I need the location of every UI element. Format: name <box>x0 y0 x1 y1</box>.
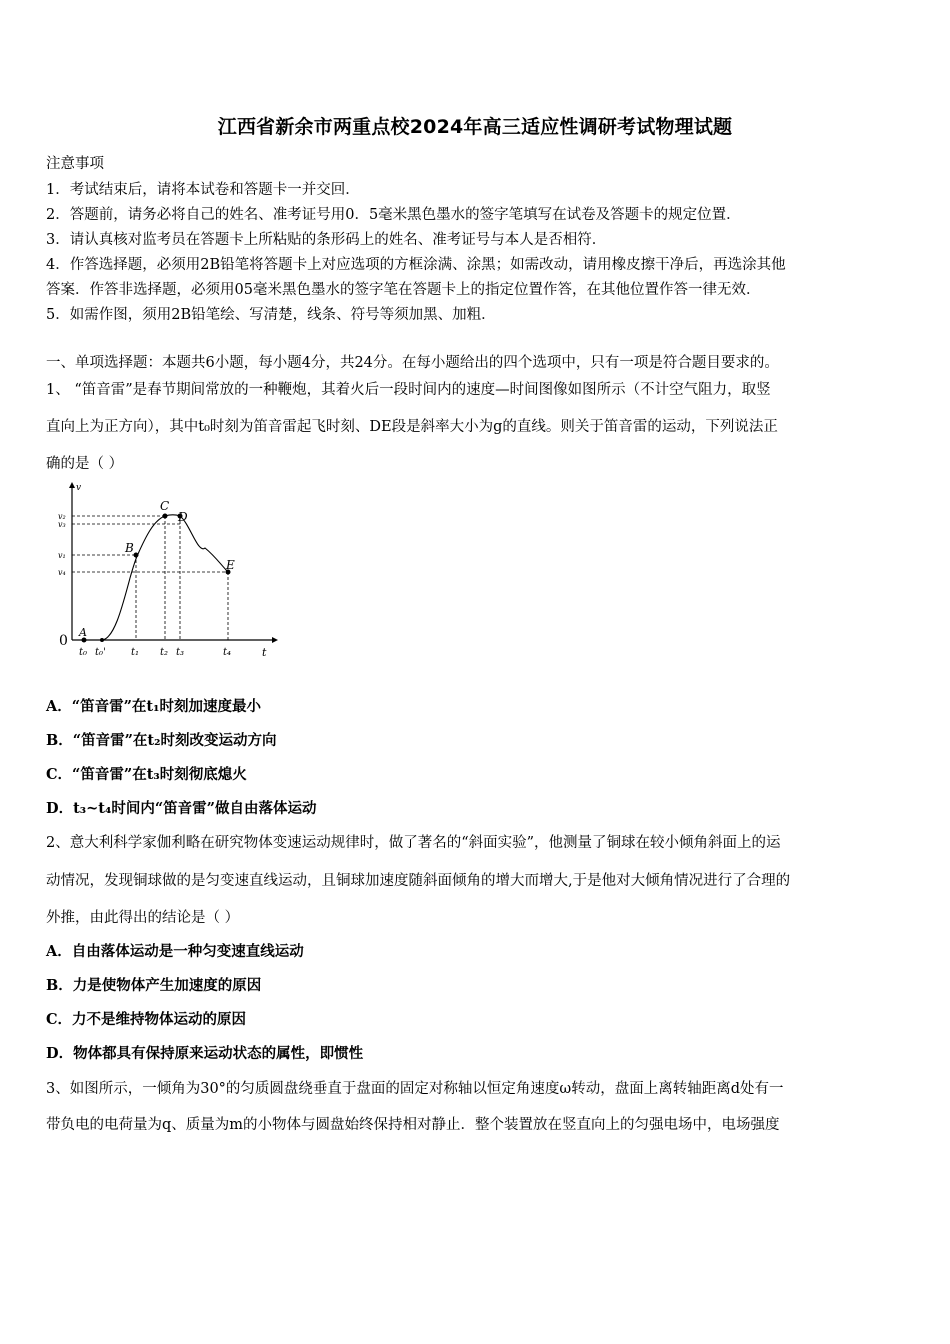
question-3-text: 带负电的电荷量为q、质量为m的小物体与圆盘始终保持相对静止．整个装置放在竖直向上的匀强电场中，电场强度 <box>46 1117 780 1133</box>
question-1-text: 直向上为正方向），其中t₀时刻为笛音雷起飞时刻、DE段是斜率大小为g的直线。则关于笛音雷的运动，下列说法正 <box>46 419 778 435</box>
page-title: 江西省新余市两重点校2024年高三适应性调研考试物理试题 <box>217 116 733 138</box>
question-1-text: 1、 “笛音雷”是春节期间常放的一种鞭炮，其着火后一段时间内的速度—时间图像如图所示（不计空气阻力，取竖 <box>46 382 771 398</box>
t-tick-label: t₀' <box>95 647 106 658</box>
v-tick-label: v₄ <box>58 568 66 577</box>
t-tick-label: t₂ <box>160 647 169 658</box>
point-label: E <box>226 558 235 572</box>
q2-option-d: D．物体都具有保持原来运动状态的属性，即惯性 <box>46 1045 364 1062</box>
question-2-text: 动情况，发现铜球做的是匀变速直线运动，且铜球加速度随斜面倾角的增大而增大,于是他对大倾角情况进行了合理的 <box>46 873 791 889</box>
velocity-curve <box>84 515 228 640</box>
point-label: B <box>125 541 134 555</box>
point-label: C <box>160 499 170 513</box>
point-t0prime <box>100 638 104 642</box>
point-label: A <box>79 626 87 639</box>
q1-option-a: A．“笛音雷”在t₁时刻加速度最小 <box>46 698 261 715</box>
question-2-text: 外推，由此得出的结论是（ ） <box>46 910 240 926</box>
t-tick-label: t₄ <box>223 647 232 658</box>
notice-item: 5．如需作图，须用2B铅笔绘、写清楚，线条、符号等须加黑、加粗． <box>46 307 496 323</box>
v-axis-label: v <box>76 483 82 493</box>
point-b <box>134 553 139 558</box>
q1-option-d: D．t₃~t₄时间内“笛音雷”做自由落体运动 <box>46 800 317 817</box>
velocity-time-graph <box>50 478 280 663</box>
notice-item: 4．作答选择题，必须用2B铅笔将答题卡上对应选项的方框涂满、涂黑；如需改动，请用橡皮擦干净后，再选涂其他 <box>46 257 786 273</box>
t-axis-label: t <box>262 646 267 659</box>
section-heading: 一、单项选择题：本题共6小题，每小题4分，共24分。在每小题给出的四个选项中，只有一项是符合题目要求的。 <box>46 355 779 371</box>
q2-option-c: C．力不是维持物体运动的原因 <box>46 1011 247 1028</box>
t-tick-label: t₀ <box>79 647 88 658</box>
notice-item: 2．答题前，请务必将自己的姓名、准考证号用0．5毫米黑色墨水的签字笔填写在试卷及答题卡的规定位置． <box>46 207 741 223</box>
origin-label: 0 <box>59 633 68 649</box>
notice-item: 答案．作答非选择题，必须用05毫米黑色墨水的签字笔在答题卡上的指定位置作答，在其他位置作答一律无效． <box>46 282 761 298</box>
question-2-text: 2、意大利科学家伽利略在研究物体变速运动规律时，做了著名的“斜面实验”，他测量了铜球在较小倾角斜面上的运 <box>46 835 781 851</box>
v-tick-label: v₂ <box>58 512 66 521</box>
point-c <box>163 514 168 519</box>
question-1-text: 确的是（ ） <box>46 456 124 472</box>
q1-option-c: C．“笛音雷”在t₃时刻彻底熄火 <box>46 766 247 783</box>
question-3-text: 3、如图所示，一倾角为30°的匀质圆盘绕垂直于盘面的固定对称轴以恒定角速度ω转动，盘面上离转轴距离d处有一 <box>46 1081 784 1097</box>
point-label: D <box>178 510 188 524</box>
q1-option-b: B．“笛音雷”在t₂时刻改变运动方向 <box>46 732 277 749</box>
q2-option-a: A．自由落体运动是一种匀变速直线运动 <box>46 943 304 960</box>
t-tick-label: t₃ <box>176 647 185 658</box>
notice-item: 3．请认真核对监考员在答题卡上所粘贴的条形码上的姓名、准考证号与本人是否相符． <box>46 232 607 248</box>
t-axis-arrow <box>272 637 278 643</box>
v-axis-arrow <box>69 482 75 488</box>
notice-item: 1．考试结束后，请将本试卷和答题卡一并交回． <box>46 182 360 198</box>
t-tick-label: t₁ <box>131 647 140 658</box>
v-tick-label: v₃ <box>58 520 66 529</box>
v-tick-label: v₁ <box>58 551 66 560</box>
q2-option-b: B．力是使物体产生加速度的原因 <box>46 977 262 994</box>
guide-lines <box>72 516 228 640</box>
notice-heading: 注意事项 <box>46 156 104 172</box>
